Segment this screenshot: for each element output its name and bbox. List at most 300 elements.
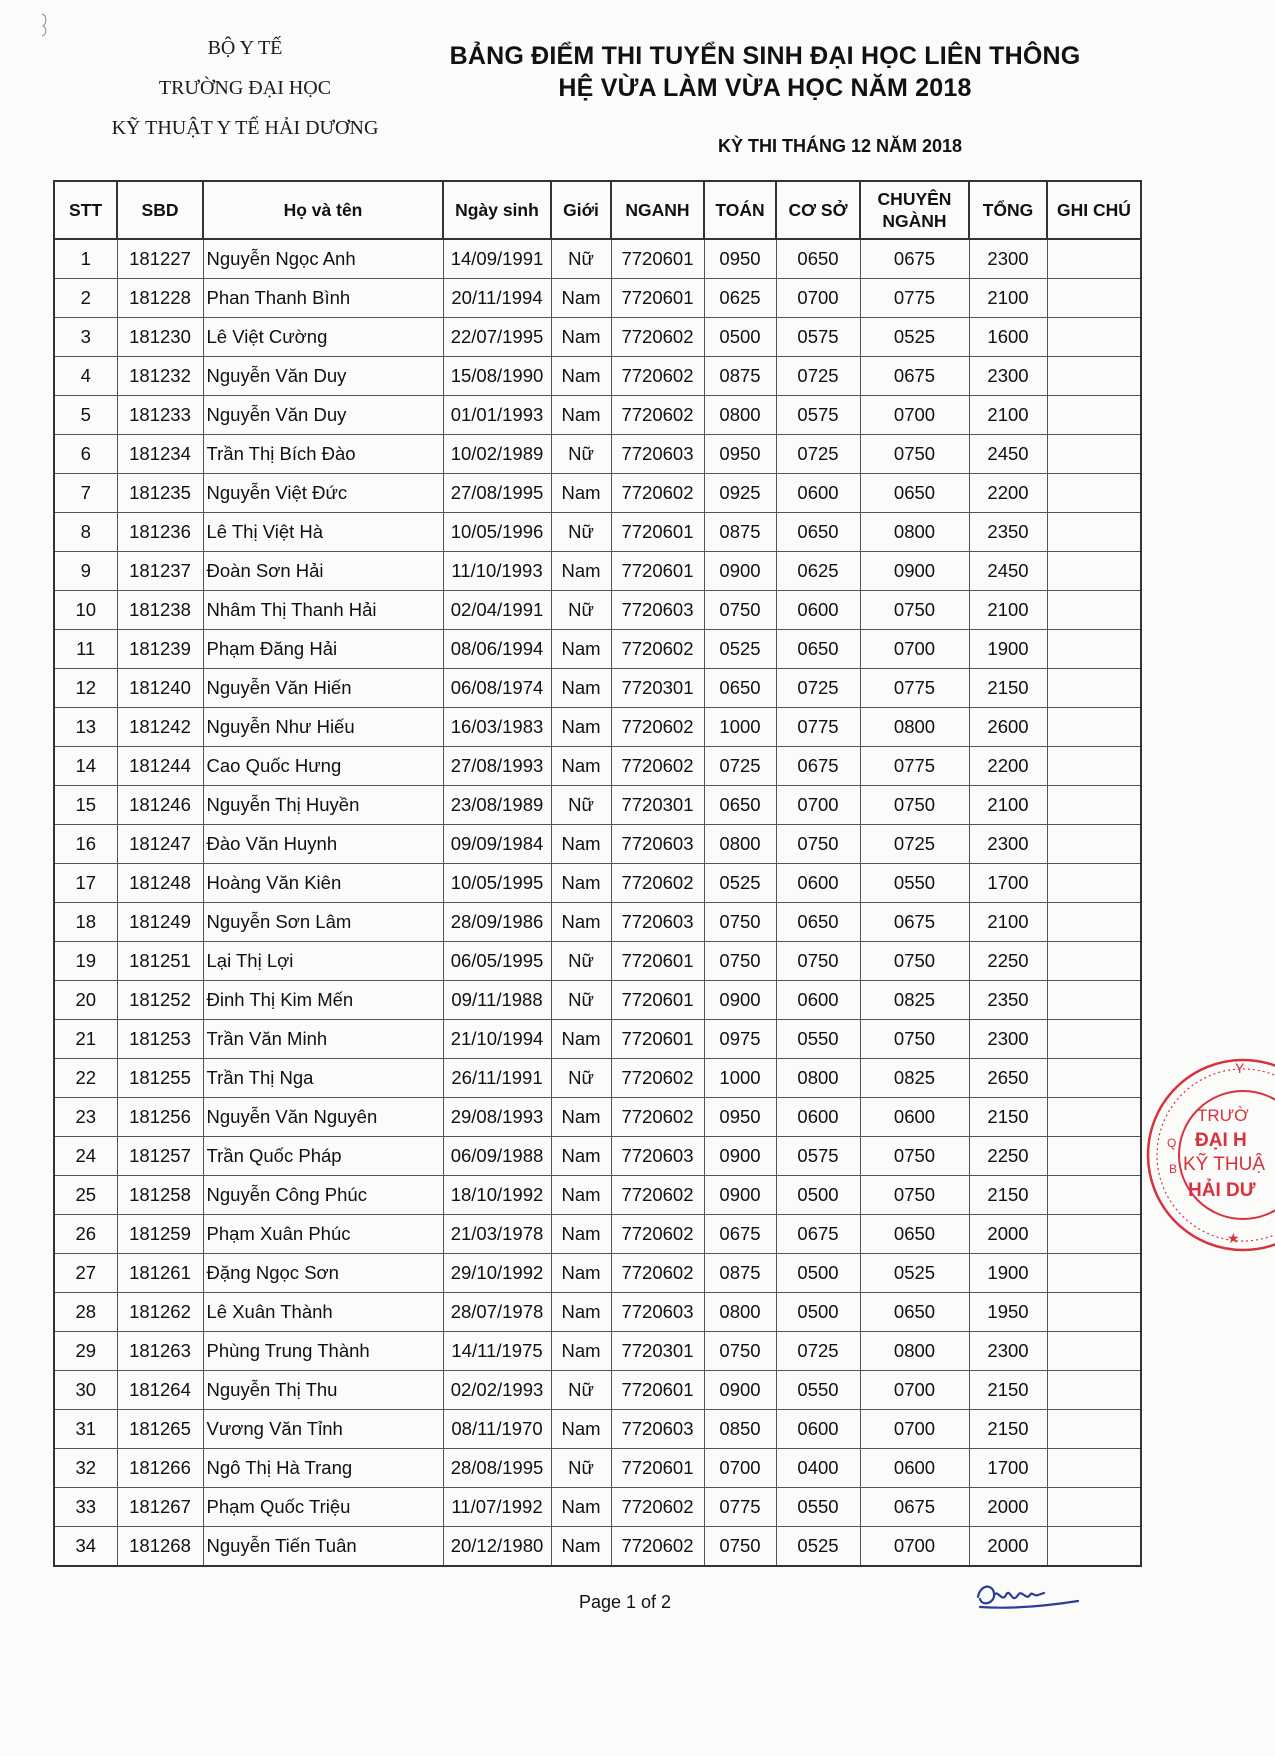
cell-dob: 27/08/1995 (443, 474, 551, 513)
cell-sbd: 181262 (117, 1293, 203, 1332)
cell-math: 0800 (704, 825, 776, 864)
cell-stt: 2 (54, 279, 117, 318)
cell-gender: Nam (551, 552, 611, 591)
cell-dob: 18/10/1992 (443, 1176, 551, 1215)
cell-gender: Nam (551, 1293, 611, 1332)
table-row (54, 552, 1141, 591)
cell-dob: 08/06/1994 (443, 630, 551, 669)
cell-specialty: 0700 (860, 1371, 969, 1410)
table-row (54, 1488, 1141, 1527)
cell-note (1047, 981, 1141, 1020)
title-line2: HỆ VỪA LÀM VỪA HỌC NĂM 2018 (558, 74, 972, 102)
exam-session: KỲ THI THÁNG 12 NĂM 2018 (717, 136, 963, 156)
header-sbd: SBD (117, 181, 203, 239)
cell-major: 7720301 (611, 669, 704, 708)
cell-sbd: 181246 (117, 786, 203, 825)
cell-major: 7720603 (611, 1410, 704, 1449)
cell-sbd: 181255 (117, 1059, 203, 1098)
cell-stt: 16 (54, 825, 117, 864)
table-row (54, 1215, 1141, 1254)
cell-math: 0750 (704, 942, 776, 981)
cell-gender: Nữ (551, 1449, 611, 1488)
cell-basic: 0525 (776, 1527, 860, 1567)
cell-dob: 11/10/1993 (443, 552, 551, 591)
table-row (54, 357, 1141, 396)
cell-note (1047, 708, 1141, 747)
cell-total: 2150 (969, 1098, 1047, 1137)
cell-name: Vương Văn Tỉnh (203, 1410, 443, 1449)
cell-total: 2300 (969, 1020, 1047, 1059)
cell-total: 2100 (969, 786, 1047, 825)
cell-specialty: 0675 (860, 239, 969, 279)
seal-text-top: Y (1235, 1060, 1245, 1076)
header-specialty-line1: CHUYÊN (877, 189, 952, 209)
cell-basic: 0675 (776, 1215, 860, 1254)
cell-gender: Nữ (551, 786, 611, 825)
cell-stt: 21 (54, 1020, 117, 1059)
cell-math: 0625 (704, 279, 776, 318)
cell-major: 7720301 (611, 786, 704, 825)
header-dob: Ngày sinh (443, 181, 551, 239)
cell-specialty: 0775 (860, 279, 969, 318)
cell-name: Phạm Quốc Triệu (203, 1488, 443, 1527)
cell-basic: 0600 (776, 981, 860, 1020)
cell-name: Nguyễn Văn Duy (203, 396, 443, 435)
seal-text-line2: ĐẠI H (1195, 1130, 1247, 1151)
cell-stt: 18 (54, 903, 117, 942)
table-row (54, 1059, 1141, 1098)
cell-major: 7720602 (611, 1527, 704, 1567)
cell-stt: 23 (54, 1098, 117, 1137)
cell-gender: Nữ (551, 239, 611, 279)
cell-stt: 30 (54, 1371, 117, 1410)
cell-specialty: 0700 (860, 1410, 969, 1449)
cell-major: 7720601 (611, 552, 704, 591)
cell-major: 7720603 (611, 903, 704, 942)
cell-sbd: 181237 (117, 552, 203, 591)
cell-basic: 0500 (776, 1254, 860, 1293)
cell-sbd: 181263 (117, 1332, 203, 1371)
cell-math: 0775 (704, 1488, 776, 1527)
cell-sbd: 181257 (117, 1137, 203, 1176)
cell-gender: Nam (551, 1410, 611, 1449)
table-header-row (54, 181, 1141, 239)
cell-note (1047, 513, 1141, 552)
cell-gender: Nữ (551, 513, 611, 552)
cell-stt: 3 (54, 318, 117, 357)
cell-specialty: 0650 (860, 1293, 969, 1332)
cell-sbd: 181252 (117, 981, 203, 1020)
cell-math: 0525 (704, 864, 776, 903)
table-row (54, 942, 1141, 981)
cell-sbd: 181258 (117, 1176, 203, 1215)
cell-major: 7720602 (611, 747, 704, 786)
cell-note (1047, 1176, 1141, 1215)
cell-note (1047, 825, 1141, 864)
cell-math: 0850 (704, 1410, 776, 1449)
cell-name: Lê Xuân Thành (203, 1293, 443, 1332)
cell-major: 7720601 (611, 1020, 704, 1059)
cell-major: 7720603 (611, 1137, 704, 1176)
cell-dob: 20/12/1980 (443, 1527, 551, 1567)
cell-name: Nhâm Thị Thanh Hải (203, 591, 443, 630)
cell-dob: 15/08/1990 (443, 357, 551, 396)
cell-major: 7720602 (611, 708, 704, 747)
cell-name: Phạm Đăng Hải (203, 630, 443, 669)
cell-stt: 28 (54, 1293, 117, 1332)
cell-note (1047, 1098, 1141, 1137)
cell-stt: 20 (54, 981, 117, 1020)
cell-note (1047, 942, 1141, 981)
cell-gender: Nữ (551, 435, 611, 474)
cell-math: 0875 (704, 513, 776, 552)
cell-math: 0950 (704, 435, 776, 474)
cell-name: Trần Thị Bích Đào (203, 435, 443, 474)
cell-note (1047, 1137, 1141, 1176)
cell-basic: 0550 (776, 1020, 860, 1059)
cell-dob: 29/10/1992 (443, 1254, 551, 1293)
cell-total: 2650 (969, 1059, 1047, 1098)
cell-basic: 0725 (776, 669, 860, 708)
signature-image (970, 1575, 1085, 1620)
cell-stt: 25 (54, 1176, 117, 1215)
cell-basic: 0575 (776, 318, 860, 357)
cell-name: Hoàng Văn Kiên (203, 864, 443, 903)
cell-sbd: 181230 (117, 318, 203, 357)
cell-math: 0750 (704, 1332, 776, 1371)
cell-note (1047, 552, 1141, 591)
cell-stt: 29 (54, 1332, 117, 1371)
cell-major: 7720602 (611, 1059, 704, 1098)
table-row (54, 1410, 1141, 1449)
cell-major: 7720602 (611, 1488, 704, 1527)
cell-basic: 0725 (776, 435, 860, 474)
cell-gender: Nam (551, 1137, 611, 1176)
cell-name: Nguyễn Ngọc Anh (203, 239, 443, 279)
cell-dob: 21/03/1978 (443, 1215, 551, 1254)
cell-specialty: 0650 (860, 474, 969, 513)
seal-text-line1: TRƯỜ (1197, 1106, 1249, 1125)
score-table (53, 180, 1142, 1567)
cell-note (1047, 786, 1141, 825)
cell-stt: 15 (54, 786, 117, 825)
header-gender: Giới (551, 181, 611, 239)
cell-basic: 0600 (776, 1410, 860, 1449)
cell-math: 0925 (704, 474, 776, 513)
cell-dob: 02/02/1993 (443, 1371, 551, 1410)
cell-gender: Nam (551, 396, 611, 435)
cell-sbd: 181244 (117, 747, 203, 786)
cell-gender: Nam (551, 708, 611, 747)
cell-name: Trần Quốc Pháp (203, 1137, 443, 1176)
school-name-line2: KỸ THUẬT Y TẾ HẢI DƯƠNG (111, 117, 379, 139)
cell-stt: 24 (54, 1137, 117, 1176)
cell-math: 0800 (704, 1293, 776, 1332)
cell-total: 1950 (969, 1293, 1047, 1332)
cell-name: Đoàn Sơn Hải (203, 552, 443, 591)
table-row (54, 786, 1141, 825)
table-row (54, 239, 1141, 279)
cell-gender: Nam (551, 1020, 611, 1059)
cell-specialty: 0800 (860, 513, 969, 552)
cell-total: 2100 (969, 591, 1047, 630)
table-row (54, 591, 1141, 630)
table-row (54, 1527, 1141, 1567)
cell-specialty: 0825 (860, 1059, 969, 1098)
cell-dob: 26/11/1991 (443, 1059, 551, 1098)
cell-basic: 0800 (776, 1059, 860, 1098)
cell-math: 0950 (704, 239, 776, 279)
cell-gender: Nam (551, 318, 611, 357)
cell-specialty: 0775 (860, 747, 969, 786)
cell-math: 0875 (704, 1254, 776, 1293)
cell-math: 0750 (704, 903, 776, 942)
cell-total: 2100 (969, 396, 1047, 435)
cell-gender: Nam (551, 1254, 611, 1293)
cell-sbd: 181268 (117, 1527, 203, 1567)
cell-math: 0950 (704, 1098, 776, 1137)
seal-text-line4: HẢI DƯ (1188, 1180, 1256, 1201)
cell-specialty: 0700 (860, 630, 969, 669)
header-basic: CƠ SỞ (776, 181, 860, 239)
cell-gender: Nữ (551, 942, 611, 981)
cell-name: Phan Thanh Bình (203, 279, 443, 318)
cell-math: 0900 (704, 981, 776, 1020)
cell-dob: 29/08/1993 (443, 1098, 551, 1137)
cell-note (1047, 1410, 1141, 1449)
cell-gender: Nữ (551, 1059, 611, 1098)
table-row (54, 630, 1141, 669)
table-row (54, 747, 1141, 786)
cell-specialty: 0525 (860, 1254, 969, 1293)
cell-math: 1000 (704, 1059, 776, 1098)
cell-gender: Nam (551, 747, 611, 786)
cell-specialty: 0800 (860, 708, 969, 747)
cell-note (1047, 630, 1141, 669)
table-row (54, 825, 1141, 864)
cell-math: 0650 (704, 669, 776, 708)
cell-total: 2150 (969, 1371, 1047, 1410)
cell-basic: 0650 (776, 513, 860, 552)
table-row (54, 1449, 1141, 1488)
cell-total: 2200 (969, 474, 1047, 513)
cell-specialty: 0750 (860, 435, 969, 474)
cell-gender: Nữ (551, 1371, 611, 1410)
cell-total: 2250 (969, 1137, 1047, 1176)
cell-total: 2300 (969, 1332, 1047, 1371)
cell-sbd: 181261 (117, 1254, 203, 1293)
cell-basic: 0600 (776, 864, 860, 903)
scan-mark (40, 10, 50, 40)
cell-stt: 33 (54, 1488, 117, 1527)
cell-gender: Nam (551, 1332, 611, 1371)
cell-specialty: 0750 (860, 1137, 969, 1176)
table-row (54, 903, 1141, 942)
cell-stt: 27 (54, 1254, 117, 1293)
cell-major: 7720301 (611, 1332, 704, 1371)
cell-basic: 0500 (776, 1176, 860, 1215)
seal-text-left1: B (1169, 1162, 1178, 1176)
cell-name: Ngô Thị Hà Trang (203, 1449, 443, 1488)
header-math: TOÁN (704, 181, 776, 239)
cell-specialty: 0750 (860, 1020, 969, 1059)
cell-major: 7720602 (611, 396, 704, 435)
cell-basic: 0550 (776, 1371, 860, 1410)
cell-specialty: 0775 (860, 669, 969, 708)
cell-total: 1700 (969, 864, 1047, 903)
cell-stt: 12 (54, 669, 117, 708)
cell-total: 2150 (969, 669, 1047, 708)
table-row (54, 396, 1141, 435)
cell-name: Nguyễn Văn Duy (203, 357, 443, 396)
cell-major: 7720601 (611, 1449, 704, 1488)
cell-dob: 14/09/1991 (443, 239, 551, 279)
cell-stt: 11 (54, 630, 117, 669)
cell-note (1047, 1449, 1141, 1488)
cell-dob: 28/08/1995 (443, 1449, 551, 1488)
cell-stt: 32 (54, 1449, 117, 1488)
cell-sbd: 181265 (117, 1410, 203, 1449)
header-specialty-line2: NGÀNH (882, 211, 947, 231)
cell-name: Lê Việt Cường (203, 318, 443, 357)
cell-name: Lê Thị Việt Hà (203, 513, 443, 552)
cell-dob: 09/09/1984 (443, 825, 551, 864)
cell-dob: 01/01/1993 (443, 396, 551, 435)
seal-text-left2: Q (1167, 1136, 1177, 1150)
cell-gender: Nam (551, 279, 611, 318)
cell-basic: 0725 (776, 1332, 860, 1371)
cell-specialty: 0750 (860, 591, 969, 630)
title-line1: BẢNG ĐIỂM THI TUYỂN SINH ĐẠI HỌC LIÊN THÔNG (449, 42, 1081, 70)
cell-basic: 0625 (776, 552, 860, 591)
cell-total: 2200 (969, 747, 1047, 786)
table-row (54, 669, 1141, 708)
cell-math: 0750 (704, 591, 776, 630)
cell-dob: 10/02/1989 (443, 435, 551, 474)
cell-note (1047, 669, 1141, 708)
cell-dob: 28/07/1978 (443, 1293, 551, 1332)
table-row (54, 513, 1141, 552)
cell-note (1047, 1215, 1141, 1254)
cell-basic: 0750 (776, 825, 860, 864)
cell-major: 7720603 (611, 825, 704, 864)
cell-stt: 1 (54, 239, 117, 279)
cell-basic: 0600 (776, 1098, 860, 1137)
cell-stt: 7 (54, 474, 117, 513)
page-number: Page 1 of 2 (578, 1592, 672, 1612)
cell-note (1047, 1488, 1141, 1527)
cell-total: 2150 (969, 1176, 1047, 1215)
cell-note (1047, 1371, 1141, 1410)
cell-note (1047, 747, 1141, 786)
table-row (54, 279, 1141, 318)
cell-specialty: 0525 (860, 318, 969, 357)
cell-total: 2600 (969, 708, 1047, 747)
cell-sbd: 181248 (117, 864, 203, 903)
cell-math: 0875 (704, 357, 776, 396)
cell-sbd: 181228 (117, 279, 203, 318)
cell-total: 2350 (969, 513, 1047, 552)
cell-math: 0675 (704, 1215, 776, 1254)
cell-name: Nguyễn Văn Hiến (203, 669, 443, 708)
cell-sbd: 181247 (117, 825, 203, 864)
cell-name: Lại Thị Lợi (203, 942, 443, 981)
cell-specialty: 0800 (860, 1332, 969, 1371)
cell-note (1047, 1332, 1141, 1371)
cell-dob: 02/04/1991 (443, 591, 551, 630)
cell-total: 2450 (969, 552, 1047, 591)
cell-basic: 0600 (776, 474, 860, 513)
cell-gender: Nam (551, 1488, 611, 1527)
cell-major: 7720602 (611, 1176, 704, 1215)
cell-basic: 0650 (776, 630, 860, 669)
cell-total: 1900 (969, 1254, 1047, 1293)
cell-basic: 0575 (776, 396, 860, 435)
cell-total: 2350 (969, 981, 1047, 1020)
table-row (54, 1254, 1141, 1293)
cell-note (1047, 1059, 1141, 1098)
cell-major: 7720603 (611, 1293, 704, 1332)
header-note: GHI CHÚ (1047, 181, 1141, 239)
document-title (430, 40, 1100, 104)
cell-note (1047, 1020, 1141, 1059)
cell-basic: 0550 (776, 1488, 860, 1527)
cell-math: 0900 (704, 1371, 776, 1410)
cell-basic: 0700 (776, 786, 860, 825)
cell-sbd: 181236 (117, 513, 203, 552)
cell-total: 2250 (969, 942, 1047, 981)
cell-major: 7720602 (611, 1215, 704, 1254)
cell-gender: Nam (551, 1176, 611, 1215)
cell-sbd: 181259 (117, 1215, 203, 1254)
table-row (54, 318, 1141, 357)
table-row (54, 474, 1141, 513)
cell-math: 0900 (704, 1137, 776, 1176)
cell-name: Nguyễn Tiến Tuân (203, 1527, 443, 1567)
cell-sbd: 181235 (117, 474, 203, 513)
cell-math: 0900 (704, 552, 776, 591)
cell-name: Trần Văn Minh (203, 1020, 443, 1059)
cell-gender: Nam (551, 357, 611, 396)
cell-sbd: 181249 (117, 903, 203, 942)
cell-name: Nguyễn Việt Đức (203, 474, 443, 513)
cell-sbd: 181266 (117, 1449, 203, 1488)
cell-total: 2450 (969, 435, 1047, 474)
cell-sbd: 181267 (117, 1488, 203, 1527)
cell-sbd: 181242 (117, 708, 203, 747)
cell-specialty: 0750 (860, 1176, 969, 1215)
cell-note (1047, 357, 1141, 396)
cell-total: 1900 (969, 630, 1047, 669)
cell-name: Phùng Trung Thành (203, 1332, 443, 1371)
cell-sbd: 181239 (117, 630, 203, 669)
cell-dob: 27/08/1993 (443, 747, 551, 786)
cell-gender: Nữ (551, 981, 611, 1020)
cell-specialty: 0750 (860, 942, 969, 981)
cell-basic: 0650 (776, 903, 860, 942)
cell-specialty: 0900 (860, 552, 969, 591)
cell-total: 1700 (969, 1449, 1047, 1488)
seal-text-line3: KỸ THUẬ (1183, 1154, 1266, 1175)
cell-stt: 26 (54, 1215, 117, 1254)
cell-basic: 0400 (776, 1449, 860, 1488)
cell-total: 2100 (969, 903, 1047, 942)
cell-math: 0900 (704, 1176, 776, 1215)
table-row (54, 864, 1141, 903)
cell-major: 7720603 (611, 591, 704, 630)
cell-basic: 0600 (776, 591, 860, 630)
cell-note (1047, 318, 1141, 357)
